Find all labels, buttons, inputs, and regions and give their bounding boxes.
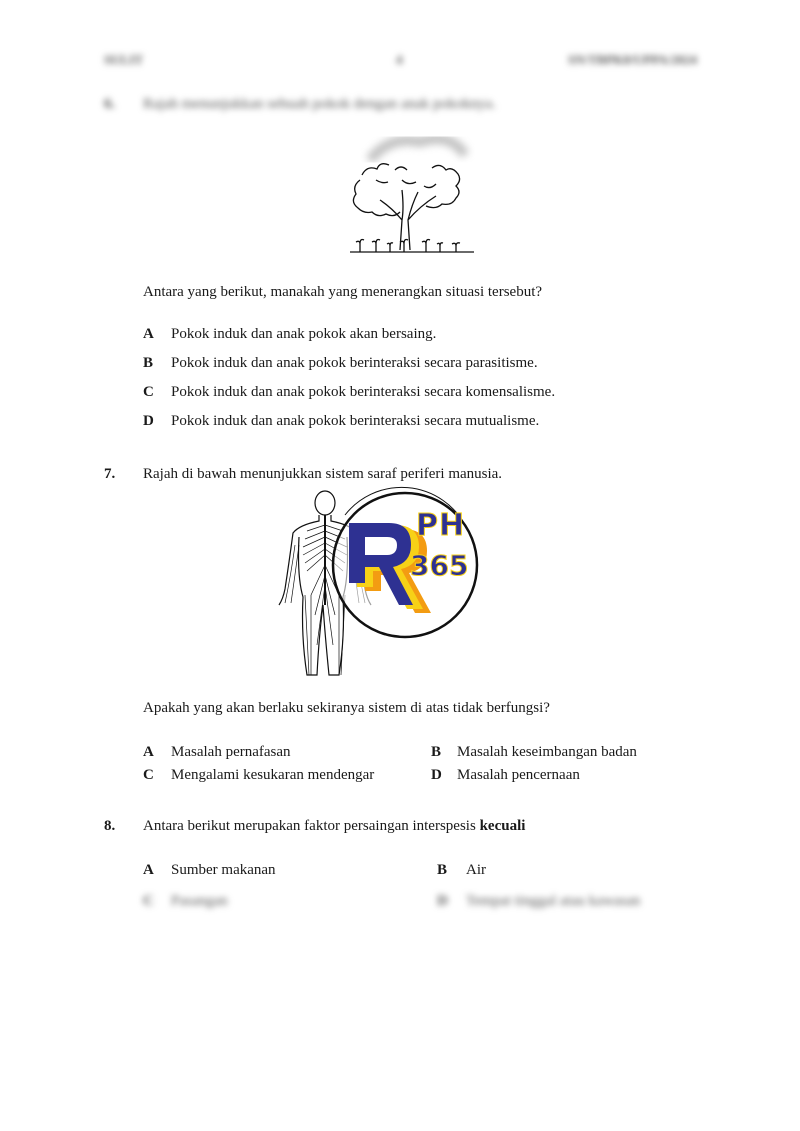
q8-option-b-text[interactable]: Air xyxy=(466,862,486,878)
q6-option-b-text[interactable]: Pokok induk dan anak pokok berinteraksi secara parasitisme. xyxy=(171,355,538,371)
q6-option-a-letter: A xyxy=(143,326,154,342)
q6-option-b-letter: B xyxy=(143,355,154,371)
q7-option-d-text[interactable]: Masalah pencernaan xyxy=(457,767,580,783)
logo-text-ph: PH xyxy=(416,508,466,543)
q8-option-c-text[interactable]: Pasangan xyxy=(171,893,228,909)
q8-option-b-letter: B xyxy=(437,862,448,878)
q8-option-d-text[interactable]: Tempat tinggal atau kawasan xyxy=(466,893,641,909)
q6-option-c-text[interactable]: Pokok induk dan anak pokok berinteraksi secara komensalisme. xyxy=(171,384,556,400)
q8-option-a-text[interactable]: Sumber makanan xyxy=(171,862,276,878)
q8-option-a-letter: A xyxy=(143,862,154,878)
q6-prompt: Antara yang berikut, manakah yang menerangkan situasi tersebut? xyxy=(143,284,543,300)
q7-option-a-text[interactable]: Masalah pernafasan xyxy=(171,744,291,760)
q7-option-b-text[interactable]: Masalah keseimbangan badan xyxy=(457,744,637,760)
q7-option-a-letter: A xyxy=(143,744,154,760)
logo-text-365: 365 xyxy=(410,549,469,582)
q6-option-d-text[interactable]: Pokok induk dan anak pokok berinteraksi secara mutualisme. xyxy=(171,413,540,429)
header-right: SN/TBPK8/UPPA/2024 xyxy=(568,52,698,67)
q6-option-d-letter: D xyxy=(143,413,154,429)
header-page-number: 4 xyxy=(396,52,403,67)
q7-option-d-letter: D xyxy=(431,767,442,783)
q8-stem-keyword: kecuali xyxy=(479,818,526,834)
q7-stem: Rajah di bawah menunjukkan sistem saraf periferi manusia. xyxy=(143,466,503,482)
q7-prompt: Apakah yang akan berlaku sekiranya sistem di atas tidak berfungsi? xyxy=(143,700,550,716)
q6-option-c-letter: C xyxy=(143,384,154,400)
tree-illustration xyxy=(340,130,480,260)
q6-option-a-text[interactable]: Pokok induk dan anak pokok akan bersaing. xyxy=(171,326,437,342)
q6-stem: Rajah menunjukkan sebuah pokok dengan anak pokoknya. xyxy=(143,96,496,112)
q8-number: 8. xyxy=(104,818,116,834)
q6-number: 6. xyxy=(104,96,116,112)
q8-option-c-letter: C xyxy=(143,893,154,909)
q8-option-d-letter: D xyxy=(437,893,448,909)
q7-option-c-letter: C xyxy=(143,767,154,783)
q8-stem-text: Antara berikut merupakan faktor persaingan interspesis xyxy=(143,818,476,834)
q7-number: 7. xyxy=(104,466,116,482)
q8-stem xyxy=(143,818,525,835)
q7-option-c-text[interactable]: Mengalami kesukaran mendengar xyxy=(171,767,375,783)
q7-option-b-letter: B xyxy=(431,744,442,760)
header-left: SULIT xyxy=(104,52,144,67)
